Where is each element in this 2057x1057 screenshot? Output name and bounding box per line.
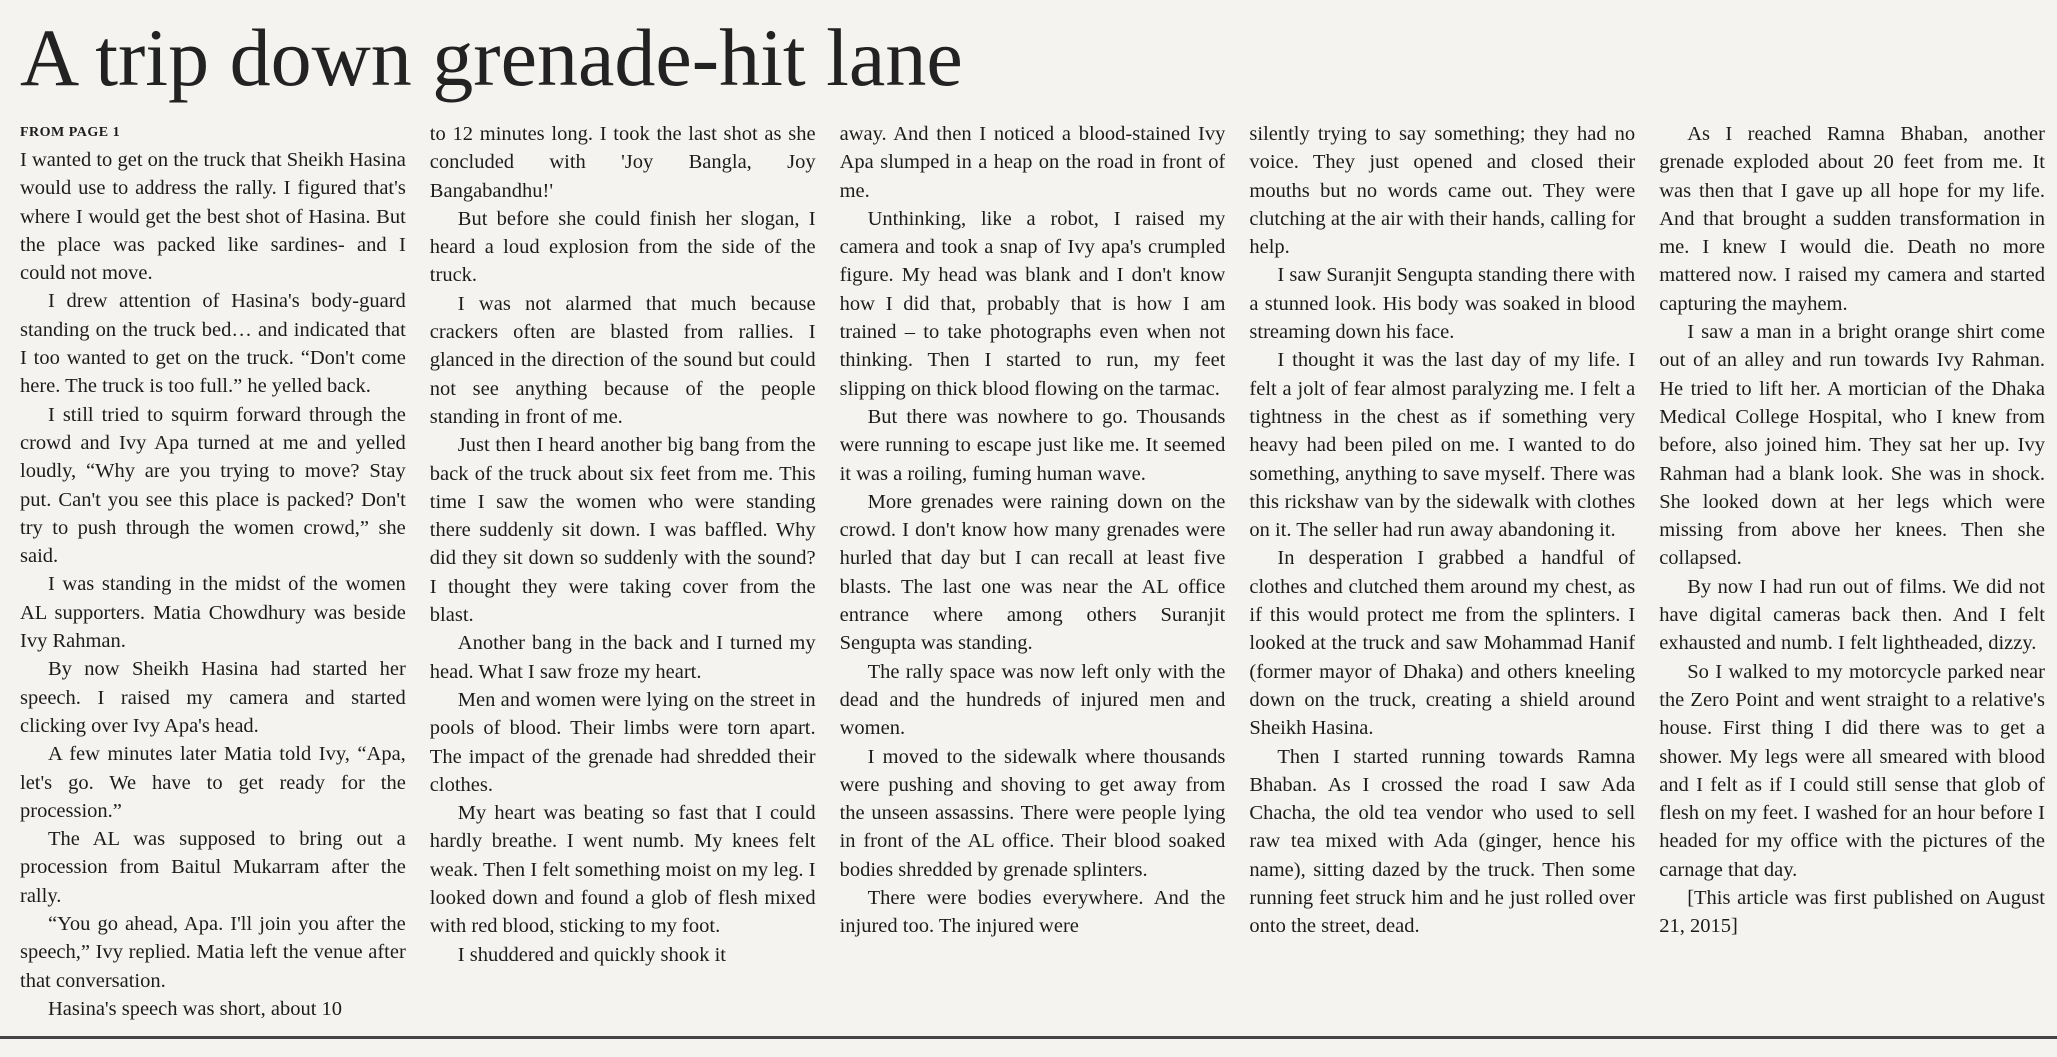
column-1 <box>20 120 406 1030</box>
paragraph: By now Sheikh Hasina had started her speech. I raised my camera and started clicking over Ivy Apa's head. <box>20 658 406 737</box>
paragraph: I still tried to squirm forward through the crowd and Ivy Apa turned at me and yelled loudly, “Why are you trying to move? Stay put. Can't you see this place is packed? Don't try to push through the women crowd,” she said. <box>20 403 406 568</box>
paragraph: The AL was supposed to bring out a procession from Baitul Mukarram after the rally. <box>20 828 406 907</box>
paragraph: I saw a man in a bright orange shirt come out of an alley and run towards Ivy Rahman. He tried to lift her. A mortician of the Dhaka Medical College Hospital, who I knew from before, also joined him. They sat her up. Ivy Rahman had a blank look. She was in shock. She looked down at her legs which were missing from above her knees. Then she collapsed. <box>1659 321 2045 570</box>
paragraph: I moved to the sidewalk where thousands were pushing and shoving to get away from the unseen assassins. There were people lying in front of the AL office. Their blood soaked bodies shredded by grenade splinters. <box>839 745 1226 881</box>
paragraph: I shuddered and quickly shook it <box>457 943 726 966</box>
paragraph: Unthinking, like a robot, I raised my camera and took a snap of Ivy apa's crumpled figure. My head was blank and I don't know how I did that, probably that is how I am trained – to take photographs even when not thinking. Then I started to run, my feet slipping on thick blood flowing on the tarmac. <box>839 207 1226 400</box>
column-5 <box>1659 120 2045 1030</box>
paragraph: I drew attention of Hasina's body-guard standing on the truck bed… and indicated that I too wanted to get on the truck. “Don't come here. The truck is too full.” he yelled back. <box>20 290 406 398</box>
paragraph: away. And then I noticed a blood-stained Ivy Apa slumped in a heap on the road in front of me. <box>839 123 1226 202</box>
column-4 <box>1249 120 1635 1030</box>
paragraph: In desperation I grabbed a handful of clothes and clutched them around my chest, as if this would protect me from the splinters. I looked at the truck and saw Mohammad Hanif (former mayor of Dhaka) and others kneeling down on the truck, creating a shield around Sheikh Hasina. <box>1249 547 1636 740</box>
paragraph: But before she could finish her slogan, I heard a loud explosion from the side of the truck. <box>429 207 816 287</box>
paragraph: Men and women were lying on the street in pools of blood. Their limbs were torn apart. The impact of the grenade had shredded their clothes. <box>429 688 816 796</box>
paragraph: There were bodies everywhere. And the injured too. The injured were <box>839 887 1226 938</box>
paragraph: My heart was beating so fast that I could hardly breathe. I went numb. My knees felt weak. Then I felt something moist on my leg. I looked down and found a glob of flesh mixed with red blood, sticking to my foot. <box>429 802 816 938</box>
paragraph: I was not alarmed that much because crackers often are blasted from rallies. I glanced in the direction of the sound but could not see anything because of the people standing in front of me. <box>429 292 816 428</box>
paragraph: By now I had run out of films. We did not have digital cameras back then. And I felt exhausted and numb. I felt lightheaded, dizzy. <box>1659 575 2045 655</box>
paragraph: I thought it was the last day of my life. I felt a jolt of fear almost paralyzing me. I felt a tightness in the chest as if something very heavy had been piled on me. I wanted to do something, anything to save myself. There was this rickshaw van by the sidewalk with clothes on it. The seller had run away abandoning it. <box>1249 349 1636 542</box>
paragraph: I was standing in the midst of the women AL supporters. Matia Chowdhury was beside Ivy Rahman. <box>20 573 406 653</box>
column-2 <box>430 120 816 1030</box>
kicker: FROM PAGE 1 <box>20 125 121 140</box>
paragraph: I saw Suranjit Sengupta standing there with a stunned look. His body was soaked in blood streaming down his face. <box>1249 264 1636 344</box>
article-body <box>20 120 2045 1030</box>
headline: A trip down grenade-hit lane <box>20 12 963 103</box>
paragraph: But there was nowhere to go. Thousands were running to escape just like me. It seemed it was a roiling, fuming human wave. <box>839 405 1226 485</box>
paragraph: I wanted to get on the truck that Sheikh Hasina would use to address the rally. I figured that's where I would get the best shot of Hasina. But the place was packed like sardines- and I could not move. <box>20 149 406 285</box>
paragraph: As I reached Ramna Bhaban, another grenade exploded about 20 feet from me. It was then that I gave up all hope for my life. And that brought a sudden transformation in me. I knew I would die. Death no more mattered now. I raised my camera and started capturing the mayhem. <box>1659 123 2045 315</box>
paragraph: More grenades were raining down on the crowd. I don't know how many grenades were hurled that day but I can recall at least five blasts. The last one was near the AL office entrance where among others Suranjit Sengupta was standing. <box>839 490 1226 655</box>
paragraph: A few minutes later Matia told Ivy, “Apa, let's go. We have to get ready for the procession.” <box>20 743 406 822</box>
paragraph: “You go ahead, Apa. I'll join you after the speech,” Ivy replied. Matia left the venue after that conversation. <box>20 913 406 992</box>
paragraph: Then I started running towards Ramna Bhaban. As I crossed the road I saw Ada Chacha, the old tea vendor who used to sell raw tea mixed with Ada (ginger, hence his name), sitting dazed by the truck. Then some running feet struck him and he just rolled over onto the street, dead. <box>1249 745 1636 938</box>
publication-note: [This article was first published on August 21, 2015] <box>1659 887 2045 938</box>
paragraph: So I walked to my motorcycle parked near the Zero Point and went straight to a relative's house. First thing I did there was to get a shower. My legs were all smeared with blood and I felt as if I could still sense that glob of flesh on my feet. I washed for an hour before I headed for my office with the pictures of the carnage that day. <box>1659 660 2045 881</box>
paragraph: to 12 minutes long. I took the last shot as she concluded with 'Joy Bangla, Joy Bangabandhu!' <box>429 123 816 202</box>
paragraph: silently trying to say something; they had no voice. They just opened and closed their mouths but no words came out. They were clutching at the air with their hands, calling for help. <box>1249 123 1636 259</box>
paragraph: Hasina's speech was short, about 10 <box>48 997 343 1020</box>
bottom-rule <box>0 1036 2057 1039</box>
column-3 <box>840 120 1226 1030</box>
paragraph: The rally space was now left only with the dead and the hundreds of injured men and women. <box>839 660 1226 740</box>
paragraph: Another bang in the back and I turned my head. What I saw froze my heart. <box>429 632 816 683</box>
paragraph: Just then I heard another big bang from the back of the truck about six feet from me. This time I saw the women who were standing there suddenly sit down. I was baffled. Why did they sit down so suddenly with the sound? I thought they were taking cover from the blast. <box>429 434 816 627</box>
